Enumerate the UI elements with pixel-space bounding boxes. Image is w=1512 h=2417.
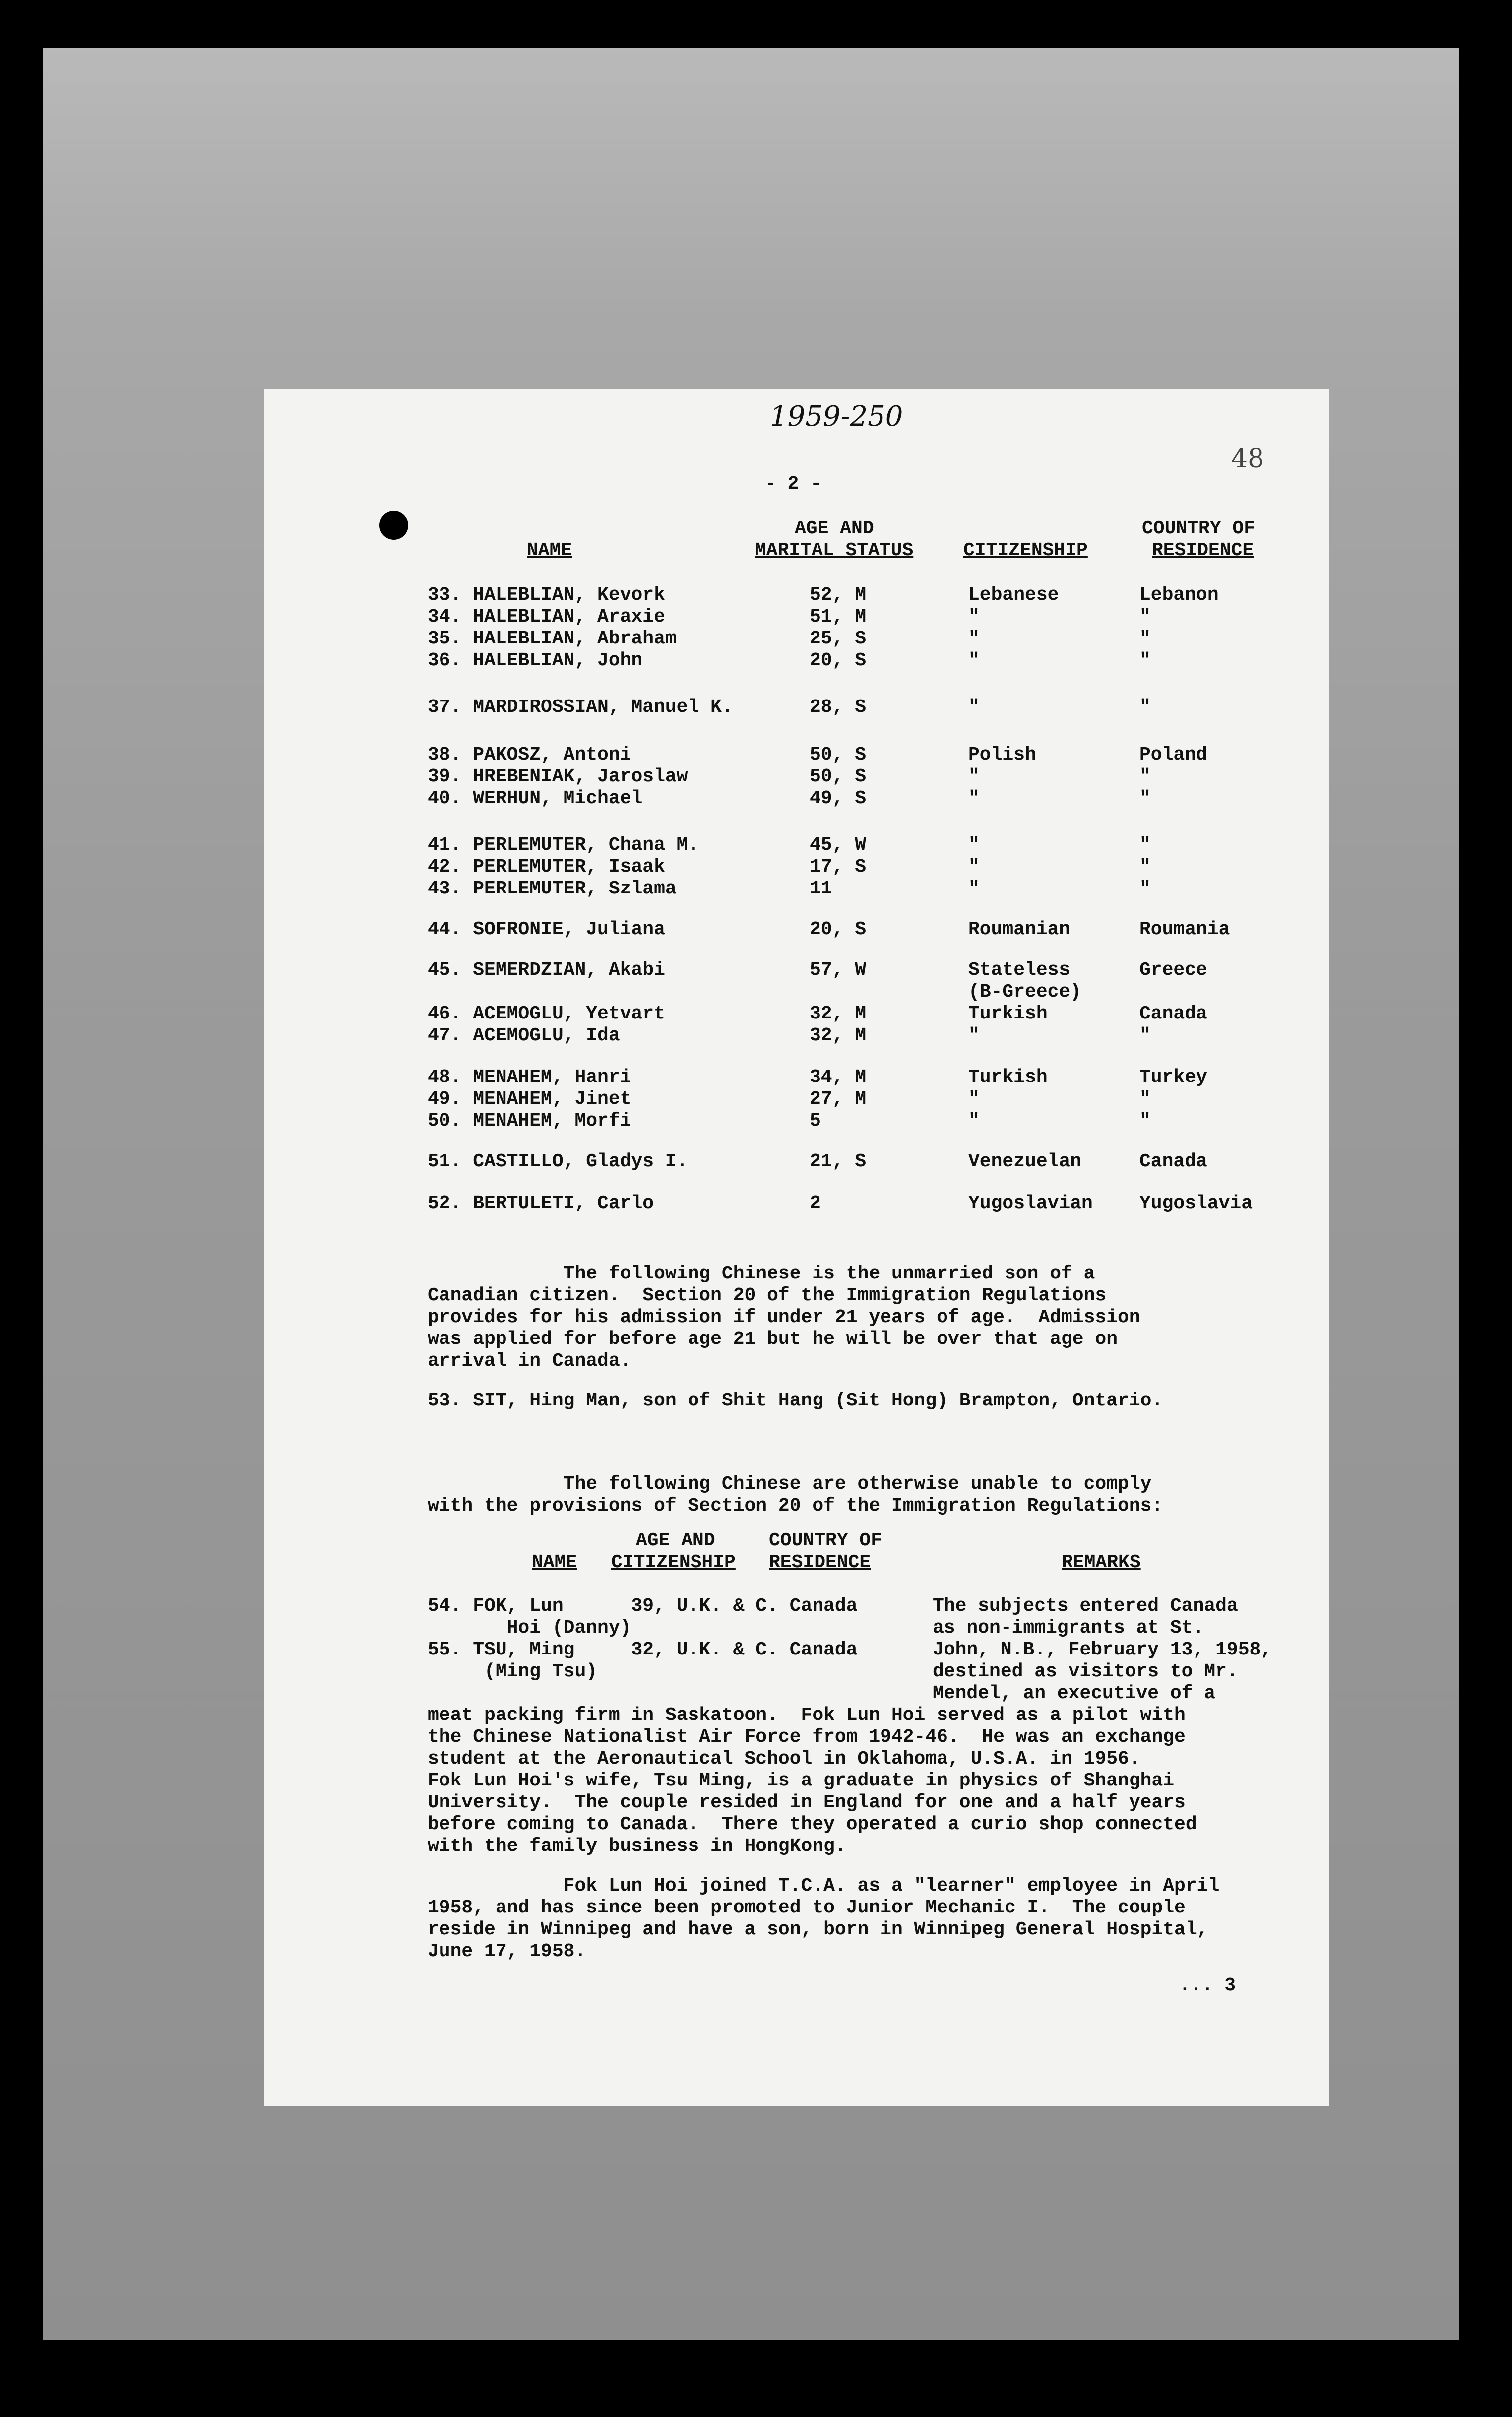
- page-label: - 2 -: [765, 473, 822, 495]
- col-country-heading-line2: RESIDENCE: [1152, 540, 1254, 561]
- table-row-age-status: 32, M: [810, 1003, 867, 1024]
- table-row-citizenship: Turkish: [968, 1003, 1048, 1024]
- table-row-name: 45. SEMERDZIAN, Akabi: [428, 959, 665, 981]
- table-row-citizenship: Polish: [968, 744, 1036, 765]
- table-row-name: 46. ACEMOGLU, Yetvart: [428, 1003, 665, 1024]
- t2-country-heading-line2: RESIDENCE: [769, 1552, 871, 1573]
- table-row-name: 48. MENAHEM, Hanri: [428, 1067, 631, 1088]
- para4-line: reside in Winnipeg and have a son, born in Winnipeg General Hospital,: [428, 1919, 1208, 1940]
- table-row-age-status: 50, S: [810, 766, 867, 787]
- table-row-residence: ": [1139, 766, 1151, 787]
- remarks-line: John, N.B., February 13, 1958,: [933, 1639, 1272, 1660]
- table-row-citizenship: ": [968, 1088, 980, 1110]
- table-row-residence: ": [1139, 1025, 1151, 1046]
- table-row-residence: ": [1139, 650, 1151, 671]
- para4-line: 1958, and has since been promoted to Junior Mechanic I. The couple: [428, 1897, 1186, 1918]
- t2-country-heading-line1: COUNTRY OF: [769, 1530, 882, 1551]
- table-row-residence: Roumania: [1139, 919, 1230, 940]
- table-row-citizenship: Venezuelan: [968, 1151, 1082, 1172]
- table-row-citizenship: ": [968, 1025, 980, 1046]
- table-row-residence: Canada: [1139, 1003, 1207, 1024]
- col-citizenship-heading: CITIZENSHIP: [963, 540, 1088, 561]
- continuation-marker: ... 3: [1179, 1975, 1236, 1996]
- table-row-residence: ": [1139, 834, 1151, 856]
- table-row-name: 33. HALEBLIAN, Kevork: [428, 584, 665, 606]
- table-row-age-status: 5: [810, 1110, 821, 1132]
- para4-line: June 17, 1958.: [428, 1941, 586, 1962]
- table-row-age-status: 25, S: [810, 628, 867, 649]
- table-row-age-status: 27, M: [810, 1088, 867, 1110]
- entry-53: 53. SIT, Hing Man, son of Shit Hang (Sit Hong) Brampton, Ontario.: [428, 1390, 1163, 1411]
- para1-line: Canadian citizen. Section 20 of the Immigration Regulations: [428, 1285, 1107, 1306]
- col-age-heading-line1: AGE AND: [795, 518, 874, 539]
- para3-line: the Chinese Nationalist Air Force from 1942-46. He was an exchange: [428, 1726, 1186, 1748]
- para1-line: provides for his admission if under 21 years of age. Admission: [428, 1307, 1140, 1328]
- table-row-age-status: 45, W: [810, 834, 867, 856]
- t2-name-heading: NAME: [532, 1552, 577, 1573]
- table-row-age-status: 11: [810, 878, 832, 899]
- para3-line: Fok Lun Hoi's wife, Tsu Ming, is a graduate in physics of Shanghai: [428, 1770, 1175, 1791]
- para1-line: The following Chinese is the unmarried son of a: [428, 1263, 1095, 1284]
- table2-entry-line: 55. TSU, Ming 32, U.K. & C. Canada: [428, 1639, 858, 1660]
- table-row-residence: ": [1139, 856, 1151, 878]
- col-name-heading: NAME: [527, 540, 572, 561]
- table-row-citizenship: ": [968, 856, 980, 878]
- table-row-residence: Poland: [1139, 744, 1207, 765]
- remarks-line: Mendel, an executive of a: [933, 1683, 1216, 1704]
- table-row-citizenship: ": [968, 788, 980, 809]
- table-row-citizenship: Roumanian: [968, 919, 1071, 940]
- para3-line: meat packing firm in Saskatoon. Fok Lun Hoi served as a pilot with: [428, 1705, 1186, 1726]
- table2-entry-line: (Ming Tsu): [428, 1661, 598, 1682]
- table-row-age-status: 34, M: [810, 1067, 867, 1088]
- table-row-age-status: 57, W: [810, 959, 867, 981]
- table-row-residence: Greece: [1139, 959, 1207, 981]
- table-row-name: 37. MARDIROSSIAN, Manuel K.: [428, 697, 733, 718]
- para3-line: student at the Aeronautical School in Oklahoma, U.S.A. in 1956.: [428, 1748, 1140, 1770]
- col-country-heading-line1: COUNTRY OF: [1142, 518, 1256, 539]
- table-row-age-status: 52, M: [810, 584, 867, 606]
- table-row-citizenship: ": [968, 650, 980, 671]
- document-page: [264, 389, 1329, 2106]
- t2-age-heading-line1: AGE AND: [636, 1530, 715, 1551]
- para1-line: was applied for before age 21 but he will be over that age on: [428, 1329, 1118, 1350]
- para3-line: University. The couple resided in England for one and a half years: [428, 1792, 1186, 1813]
- table-row-citizenship: ": [968, 628, 980, 649]
- table-row-residence: ": [1139, 697, 1151, 718]
- table-row-name: 38. PAKOSZ, Antoni: [428, 744, 631, 765]
- table-row-residence: Yugoslavia: [1139, 1193, 1253, 1214]
- table-row-age-status: 28, S: [810, 697, 867, 718]
- t2-remarks-heading: REMARKS: [1062, 1552, 1141, 1573]
- table-row-citizenship: ": [968, 1110, 980, 1132]
- remarks-line: The subjects entered Canada: [933, 1595, 1238, 1617]
- table-row-residence: ": [1139, 878, 1151, 899]
- para2-line: with the provisions of Section 20 of the Immigration Regulations:: [428, 1495, 1163, 1517]
- col-age-heading-line2: MARITAL STATUS: [755, 540, 914, 561]
- table-row-citizenship: (B-Greece): [968, 981, 1082, 1003]
- table-row-name: 34. HALEBLIAN, Araxie: [428, 606, 665, 628]
- para2-line: The following Chinese are otherwise unable to comply: [428, 1473, 1152, 1495]
- table-row-age-status: 20, S: [810, 650, 867, 671]
- table-row-citizenship: ": [968, 697, 980, 718]
- table-row-name: 50. MENAHEM, Morfi: [428, 1110, 631, 1132]
- table-row-residence: ": [1139, 1110, 1151, 1132]
- remarks-line: as non-immigrants at St.: [933, 1617, 1204, 1639]
- table-row-name: 52. BERTULETI, Carlo: [428, 1193, 654, 1214]
- table2-entry-line: 54. FOK, Lun 39, U.K. & C. Canada: [428, 1595, 858, 1617]
- table-row-age-status: 50, S: [810, 744, 867, 765]
- table-row-name: 39. HREBENIAK, Jaroslaw: [428, 766, 688, 787]
- para4-line: Fok Lun Hoi joined T.C.A. as a "learner" employee in April: [428, 1875, 1220, 1897]
- table-row-name: 43. PERLEMUTER, Szlama: [428, 878, 677, 899]
- table-row-age-status: 2: [810, 1193, 821, 1214]
- t2-age-heading-line2: CITIZENSHIP: [611, 1552, 736, 1573]
- table-row-name: 35. HALEBLIAN, Abraham: [428, 628, 677, 649]
- table-row-age-status: 21, S: [810, 1151, 867, 1172]
- table-row-residence: Canada: [1139, 1151, 1207, 1172]
- remarks-line: destined as visitors to Mr.: [933, 1661, 1238, 1682]
- table-row-residence: ": [1139, 606, 1151, 628]
- table-row-age-status: 20, S: [810, 919, 867, 940]
- table-row-citizenship: Turkish: [968, 1067, 1048, 1088]
- table-row-age-status: 32, M: [810, 1025, 867, 1046]
- handwritten-reference: 1959-250: [770, 400, 903, 433]
- page-number-stamp: 48: [1231, 444, 1264, 474]
- table-row-citizenship: Lebanese: [968, 584, 1059, 606]
- table-row-name: 41. PERLEMUTER, Chana M.: [428, 834, 699, 856]
- table-row-citizenship: Yugoslavian: [968, 1193, 1093, 1214]
- table-row-citizenship: ": [968, 834, 980, 856]
- table2-entry-line: Hoi (Danny): [428, 1617, 631, 1639]
- table-row-name: 40. WERHUN, Michael: [428, 788, 643, 809]
- table-row-name: 36. HALEBLIAN, John: [428, 650, 643, 671]
- para3-line: before coming to Canada. There they operated a curio shop connected: [428, 1814, 1197, 1835]
- table-row-residence: Lebanon: [1139, 584, 1219, 606]
- table-row-age-status: 51, M: [810, 606, 867, 628]
- para1-line: arrival in Canada.: [428, 1350, 631, 1372]
- table-row-name: 47. ACEMOGLU, Ida: [428, 1025, 620, 1046]
- table-row-name: 44. SOFRONIE, Juliana: [428, 919, 665, 940]
- table-row-name: 42. PERLEMUTER, Isaak: [428, 856, 665, 878]
- table-row-age-status: 17, S: [810, 856, 867, 878]
- table-row-citizenship: Stateless: [968, 959, 1071, 981]
- table-row-residence: ": [1139, 628, 1151, 649]
- para3-line: with the family business in HongKong.: [428, 1836, 846, 1857]
- table-row-residence: ": [1139, 788, 1151, 809]
- punch-hole: [379, 511, 408, 540]
- table-row-citizenship: ": [968, 766, 980, 787]
- table-row-name: 51. CASTILLO, Gladys I.: [428, 1151, 688, 1172]
- table-row-residence: Turkey: [1139, 1067, 1207, 1088]
- table-row-residence: ": [1139, 1088, 1151, 1110]
- table-row-citizenship: ": [968, 606, 980, 628]
- table-row-age-status: 49, S: [810, 788, 867, 809]
- table-row-citizenship: ": [968, 878, 980, 899]
- table-row-name: 49. MENAHEM, Jinet: [428, 1088, 631, 1110]
